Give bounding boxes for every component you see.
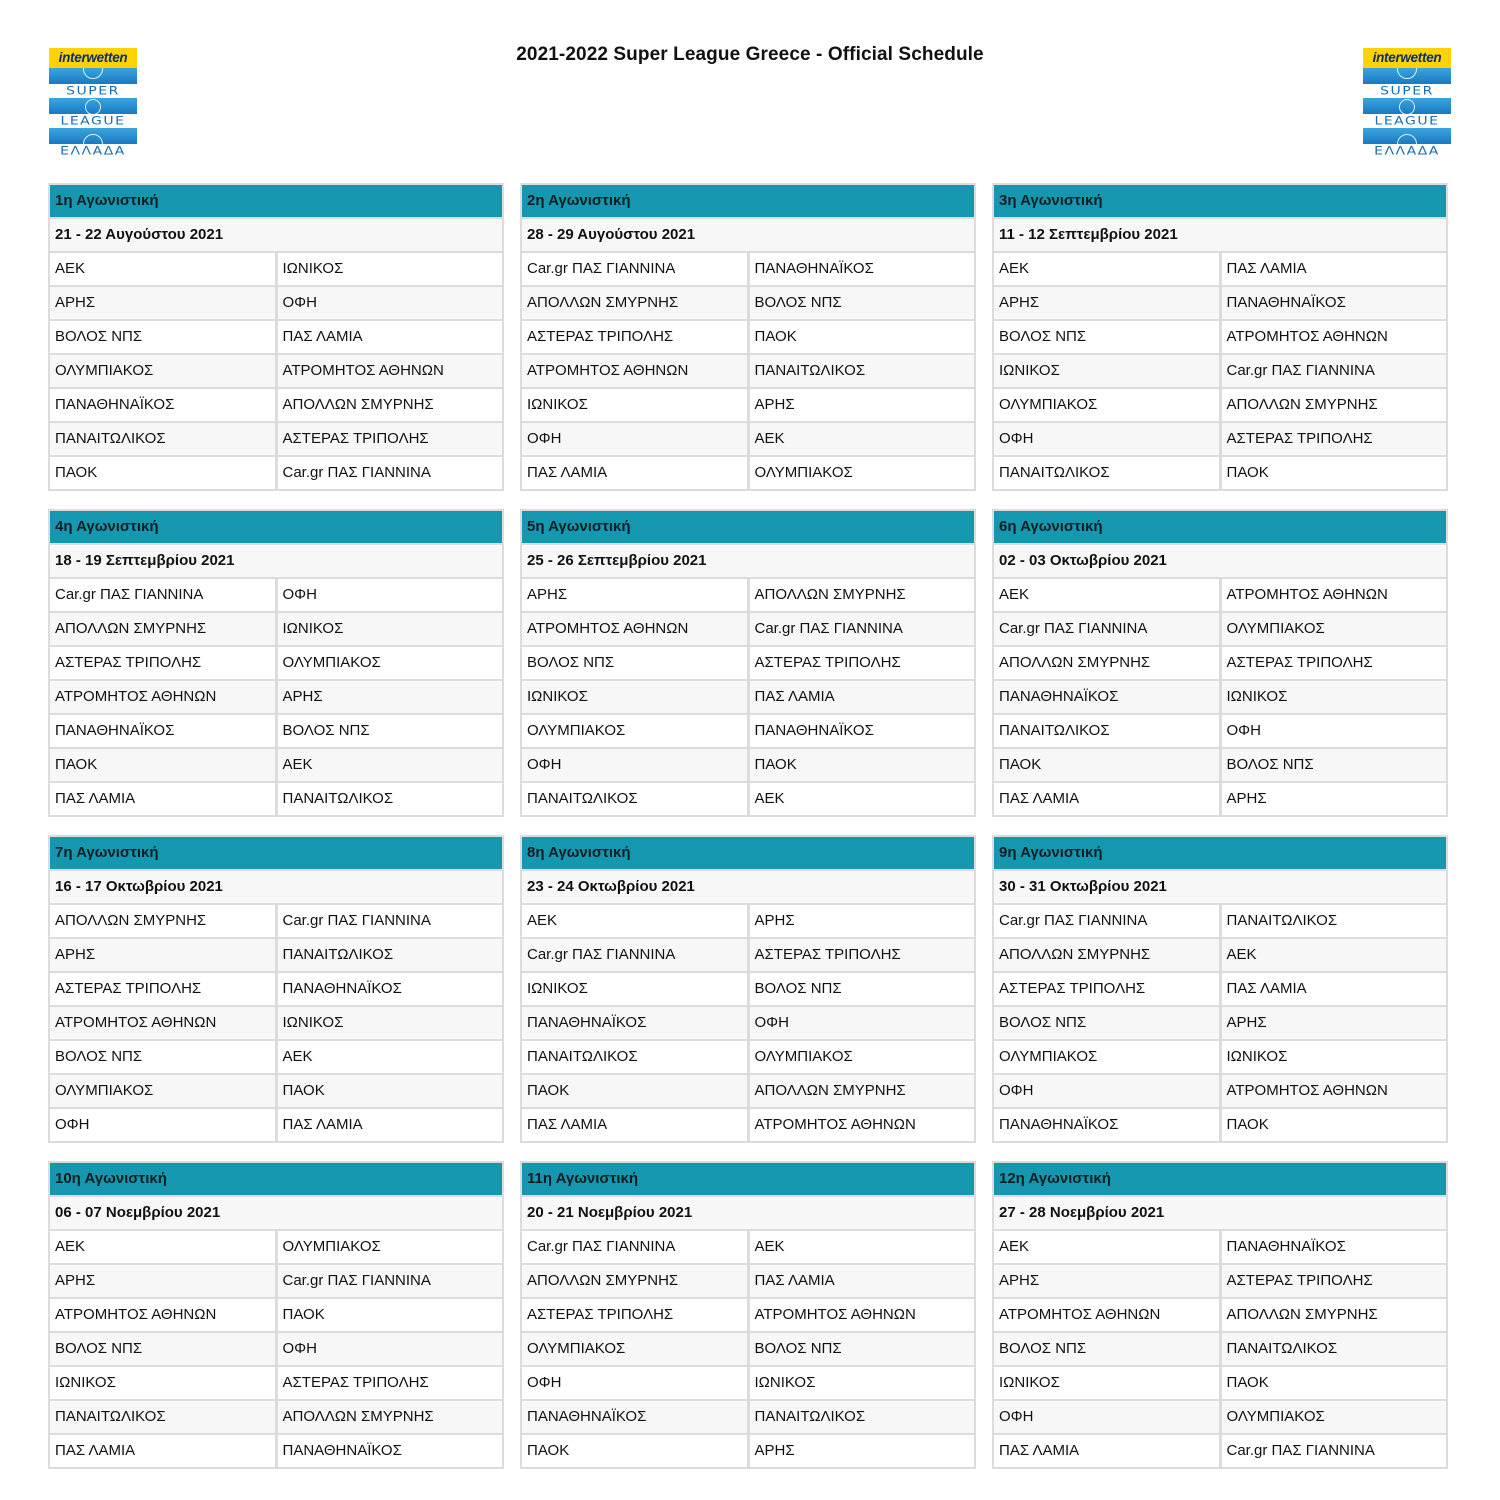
page-title: 2021-2022 Super League Greece - Official Schedule bbox=[516, 44, 984, 65]
home-team: ΑΤΡΟΜΗΤΟΣ ΑΘΗΝΩΝ bbox=[994, 1299, 1219, 1331]
away-team: ΑΡΗΣ bbox=[1222, 1007, 1447, 1039]
away-team: ΠΑΟΚ bbox=[750, 749, 975, 781]
home-team: ΑΕΚ bbox=[50, 253, 275, 285]
home-team: ΑΤΡΟΜΗΤΟΣ ΑΘΗΝΩΝ bbox=[522, 355, 747, 387]
home-team: ΒΟΛΟΣ ΝΠΣ bbox=[522, 647, 747, 679]
home-team: ΒΟΛΟΣ ΝΠΣ bbox=[994, 1333, 1219, 1365]
logo-word-super: SUPER bbox=[1380, 84, 1434, 98]
rounds-grid bbox=[48, 183, 1448, 1469]
home-team: Car.gr ΠΑΣ ΓΙΑΝΝΙΝΑ bbox=[522, 1231, 747, 1263]
away-team: ΟΛΥΜΠΙΑΚΟΣ bbox=[278, 1231, 503, 1263]
round-header: 5η Αγωνιστική bbox=[522, 511, 974, 543]
away-team: ΠΑΟΚ bbox=[1222, 457, 1447, 489]
away-team: ΙΩΝΙΚΟΣ bbox=[278, 1007, 503, 1039]
logo-band bbox=[1363, 98, 1451, 114]
away-team: ΠΑΟΚ bbox=[1222, 1367, 1447, 1399]
away-team: ΠΑΟΚ bbox=[278, 1075, 503, 1107]
pitch-arc-icon bbox=[83, 134, 103, 144]
logo-band bbox=[49, 128, 137, 144]
home-team: ΠΑΣ ΛΑΜΙΑ bbox=[522, 1109, 747, 1141]
away-team: ΠΑΣ ΛΑΜΙΑ bbox=[278, 1109, 503, 1141]
round-header: 9η Αγωνιστική bbox=[994, 837, 1446, 869]
away-team: ΑΤΡΟΜΗΤΟΣ ΑΘΗΝΩΝ bbox=[750, 1109, 975, 1141]
home-team: Car.gr ΠΑΣ ΓΙΑΝΝΙΝΑ bbox=[522, 939, 747, 971]
home-team: ΑΣΤΕΡΑΣ ΤΡΙΠΟΛΗΣ bbox=[522, 1299, 747, 1331]
home-team: ΟΛΥΜΠΙΑΚΟΣ bbox=[50, 355, 275, 387]
home-team: ΠΑΟΚ bbox=[522, 1435, 747, 1467]
away-team: ΒΟΛΟΣ ΝΠΣ bbox=[750, 287, 975, 319]
away-team: ΑΣΤΕΡΑΣ ΤΡΙΠΟΛΗΣ bbox=[750, 939, 975, 971]
home-team: ΑΡΗΣ bbox=[994, 1265, 1219, 1297]
round-header: 11η Αγωνιστική bbox=[522, 1163, 974, 1195]
away-team: ΟΛΥΜΠΙΑΚΟΣ bbox=[278, 647, 503, 679]
home-team: ΟΦΗ bbox=[522, 749, 747, 781]
away-team: ΠΑΣ ΛΑΜΙΑ bbox=[278, 321, 503, 353]
home-team: ΙΩΝΙΚΟΣ bbox=[994, 1367, 1219, 1399]
sponsor-wordmark: interwetten bbox=[49, 48, 137, 68]
away-team: ΑΤΡΟΜΗΤΟΣ ΑΘΗΝΩΝ bbox=[1222, 321, 1447, 353]
home-team: ΒΟΛΟΣ ΝΠΣ bbox=[994, 1007, 1219, 1039]
round-table bbox=[992, 183, 1448, 491]
pitch-arc-icon bbox=[83, 68, 103, 79]
super-league-logo-left bbox=[49, 48, 137, 174]
round-date: 27 - 28 Νοεμβρίου 2021 bbox=[994, 1197, 1446, 1229]
away-team: ΠΑΝΑΘΗΝΑΪΚΟΣ bbox=[750, 715, 975, 747]
away-team: ΑΠΟΛΛΩΝ ΣΜΥΡΝΗΣ bbox=[278, 1401, 503, 1433]
away-team: ΑΡΗΣ bbox=[750, 905, 975, 937]
away-team: ΠΑΝΑΘΗΝΑΪΚΟΣ bbox=[1222, 1231, 1447, 1263]
away-team: ΑΕΚ bbox=[750, 423, 975, 455]
away-team: ΠΑΝΑΙΤΩΛΙΚΟΣ bbox=[1222, 905, 1447, 937]
home-team: ΟΛΥΜΠΙΑΚΟΣ bbox=[994, 389, 1219, 421]
round-table bbox=[520, 183, 976, 491]
away-team: ΒΟΛΟΣ ΝΠΣ bbox=[750, 1333, 975, 1365]
round-header: 6η Αγωνιστική bbox=[994, 511, 1446, 543]
away-team: ΟΛΥΜΠΙΑΚΟΣ bbox=[1222, 613, 1447, 645]
home-team: ΑΠΟΛΛΩΝ ΣΜΥΡΝΗΣ bbox=[522, 287, 747, 319]
round-table bbox=[48, 835, 504, 1143]
away-team: Car.gr ΠΑΣ ΓΙΑΝΝΙΝΑ bbox=[1222, 355, 1447, 387]
away-team: ΠΑΟΚ bbox=[1222, 1109, 1447, 1141]
home-team: ΠΑΣ ΛΑΜΙΑ bbox=[994, 783, 1219, 815]
away-team: ΠΑΟΚ bbox=[278, 1299, 503, 1331]
away-team: ΑΣΤΕΡΑΣ ΤΡΙΠΟΛΗΣ bbox=[1222, 647, 1447, 679]
round-header: 12η Αγωνιστική bbox=[994, 1163, 1446, 1195]
home-team: ΑΠΟΛΛΩΝ ΣΜΥΡΝΗΣ bbox=[522, 1265, 747, 1297]
away-team: ΠΑΝΑΘΗΝΑΪΚΟΣ bbox=[278, 973, 503, 1005]
round-table bbox=[992, 835, 1448, 1143]
home-team: ΙΩΝΙΚΟΣ bbox=[994, 355, 1219, 387]
home-team: ΠΑΣ ΛΑΜΙΑ bbox=[50, 1435, 275, 1467]
away-team: Car.gr ΠΑΣ ΓΙΑΝΝΙΝΑ bbox=[278, 1265, 503, 1297]
home-team: ΟΛΥΜΠΙΑΚΟΣ bbox=[994, 1041, 1219, 1073]
away-team: ΟΦΗ bbox=[278, 287, 503, 319]
round-date: 20 - 21 Νοεμβρίου 2021 bbox=[522, 1197, 974, 1229]
home-team: ΑΠΟΛΛΩΝ ΣΜΥΡΝΗΣ bbox=[50, 613, 275, 645]
home-team: ΠΑΣ ΛΑΜΙΑ bbox=[50, 783, 275, 815]
away-team: ΠΑΝΑΘΗΝΑΪΚΟΣ bbox=[278, 1435, 503, 1467]
away-team: ΒΟΛΟΣ ΝΠΣ bbox=[750, 973, 975, 1005]
home-team: ΑΣΤΕΡΑΣ ΤΡΙΠΟΛΗΣ bbox=[994, 973, 1219, 1005]
home-team: ΟΦΗ bbox=[522, 1367, 747, 1399]
home-team: ΑΣΤΕΡΑΣ ΤΡΙΠΟΛΗΣ bbox=[50, 647, 275, 679]
away-team: ΑΡΗΣ bbox=[1222, 783, 1447, 815]
away-team: ΠΑΝΑΙΤΩΛΙΚΟΣ bbox=[750, 1401, 975, 1433]
home-team: ΑΕΚ bbox=[994, 1231, 1219, 1263]
home-team: ΟΛΥΜΠΙΑΚΟΣ bbox=[522, 1333, 747, 1365]
logo-word-ellada: ΕΛΛΑΔΑ bbox=[1374, 144, 1440, 158]
round-date: 02 - 03 Οκτωβρίου 2021 bbox=[994, 545, 1446, 577]
round-date: 06 - 07 Νοεμβρίου 2021 bbox=[50, 1197, 502, 1229]
away-team: ΑΣΤΕΡΑΣ ΤΡΙΠΟΛΗΣ bbox=[278, 423, 503, 455]
home-team: Car.gr ΠΑΣ ΓΙΑΝΝΙΝΑ bbox=[994, 613, 1219, 645]
home-team: ΠΑΝΑΙΤΩΛΙΚΟΣ bbox=[50, 423, 275, 455]
center-circle-icon bbox=[1399, 99, 1415, 114]
home-team: ΠΑΣ ΛΑΜΙΑ bbox=[522, 457, 747, 489]
home-team: ΠΑΝΑΙΤΩΛΙΚΟΣ bbox=[522, 783, 747, 815]
away-team: ΑΣΤΕΡΑΣ ΤΡΙΠΟΛΗΣ bbox=[1222, 1265, 1447, 1297]
home-team: ΑΕΚ bbox=[50, 1231, 275, 1263]
away-team: ΑΤΡΟΜΗΤΟΣ ΑΘΗΝΩΝ bbox=[1222, 579, 1447, 611]
home-team: ΟΦΗ bbox=[994, 1075, 1219, 1107]
away-team: ΙΩΝΙΚΟΣ bbox=[278, 253, 503, 285]
pitch-arc-icon bbox=[1397, 134, 1417, 144]
logo-band bbox=[49, 98, 137, 114]
away-team: ΑΠΟΛΛΩΝ ΣΜΥΡΝΗΣ bbox=[1222, 389, 1447, 421]
round-table bbox=[48, 509, 504, 817]
away-team: ΠΑΟΚ bbox=[750, 321, 975, 353]
home-team: ΟΛΥΜΠΙΑΚΟΣ bbox=[50, 1075, 275, 1107]
round-table bbox=[520, 835, 976, 1143]
home-team: ΒΟΛΟΣ ΝΠΣ bbox=[994, 321, 1219, 353]
home-team: ΠΑΟΚ bbox=[50, 749, 275, 781]
away-team: ΑΣΤΕΡΑΣ ΤΡΙΠΟΛΗΣ bbox=[1222, 423, 1447, 455]
home-team: ΟΦΗ bbox=[522, 423, 747, 455]
away-team: ΠΑΝΑΙΤΩΛΙΚΟΣ bbox=[278, 783, 503, 815]
home-team: ΠΑΟΚ bbox=[994, 749, 1219, 781]
away-team: ΠΑΣ ΛΑΜΙΑ bbox=[1222, 253, 1447, 285]
away-team: ΑΡΗΣ bbox=[750, 1435, 975, 1467]
away-team: ΑΕΚ bbox=[750, 1231, 975, 1263]
round-date: 11 - 12 Σεπτεμβρίου 2021 bbox=[994, 219, 1446, 251]
away-team: ΑΣΤΕΡΑΣ ΤΡΙΠΟΛΗΣ bbox=[278, 1367, 503, 1399]
home-team: ΠΑΝΑΘΗΝΑΪΚΟΣ bbox=[50, 389, 275, 421]
away-team: ΒΟΛΟΣ ΝΠΣ bbox=[278, 715, 503, 747]
home-team: ΑΠΟΛΛΩΝ ΣΜΥΡΝΗΣ bbox=[994, 939, 1219, 971]
home-team: ΙΩΝΙΚΟΣ bbox=[50, 1367, 275, 1399]
home-team: ΠΑΝΑΘΗΝΑΪΚΟΣ bbox=[50, 715, 275, 747]
away-team: ΙΩΝΙΚΟΣ bbox=[1222, 681, 1447, 713]
away-team: ΟΦΗ bbox=[750, 1007, 975, 1039]
round-date: 23 - 24 Οκτωβρίου 2021 bbox=[522, 871, 974, 903]
home-team: ΙΩΝΙΚΟΣ bbox=[522, 681, 747, 713]
away-team: Car.gr ΠΑΣ ΓΙΑΝΝΙΝΑ bbox=[278, 457, 503, 489]
logo-word-ellada: ΕΛΛΑΔΑ bbox=[60, 144, 126, 158]
away-team: ΑΕΚ bbox=[278, 1041, 503, 1073]
home-team: ΑΣΤΕΡΑΣ ΤΡΙΠΟΛΗΣ bbox=[50, 973, 275, 1005]
away-team: ΟΛΥΜΠΙΑΚΟΣ bbox=[750, 457, 975, 489]
round-date: 25 - 26 Σεπτεμβρίου 2021 bbox=[522, 545, 974, 577]
round-header: 2η Αγωνιστική bbox=[522, 185, 974, 217]
home-team: ΟΛΥΜΠΙΑΚΟΣ bbox=[522, 715, 747, 747]
away-team: ΑΠΟΛΛΩΝ ΣΜΥΡΝΗΣ bbox=[278, 389, 503, 421]
home-team: ΑΠΟΛΛΩΝ ΣΜΥΡΝΗΣ bbox=[994, 647, 1219, 679]
round-date: 28 - 29 Αυγούστου 2021 bbox=[522, 219, 974, 251]
home-team: ΑΡΗΣ bbox=[50, 939, 275, 971]
logo-word-league: LEAGUE bbox=[60, 114, 126, 128]
away-team: ΑΕΚ bbox=[750, 783, 975, 815]
home-team: ΑΡΗΣ bbox=[522, 579, 747, 611]
home-team: ΠΑΝΑΙΤΩΛΙΚΟΣ bbox=[522, 1041, 747, 1073]
home-team: ΠΑΝΑΘΗΝΑΪΚΟΣ bbox=[994, 1109, 1219, 1141]
home-team: ΑΠΟΛΛΩΝ ΣΜΥΡΝΗΣ bbox=[50, 905, 275, 937]
round-table bbox=[48, 1161, 504, 1469]
away-team: Car.gr ΠΑΣ ΓΙΑΝΝΙΝΑ bbox=[750, 613, 975, 645]
home-team: Car.gr ΠΑΣ ΓΙΑΝΝΙΝΑ bbox=[522, 253, 747, 285]
home-team: ΟΦΗ bbox=[994, 423, 1219, 455]
away-team: ΙΩΝΙΚΟΣ bbox=[750, 1367, 975, 1399]
round-header: 8η Αγωνιστική bbox=[522, 837, 974, 869]
away-team: ΠΑΣ ΛΑΜΙΑ bbox=[750, 681, 975, 713]
away-team: ΠΑΝΑΙΤΩΛΙΚΟΣ bbox=[1222, 1333, 1447, 1365]
away-team: ΑΣΤΕΡΑΣ ΤΡΙΠΟΛΗΣ bbox=[750, 647, 975, 679]
home-team: ΠΑΝΑΘΗΝΑΪΚΟΣ bbox=[522, 1007, 747, 1039]
round-table bbox=[992, 509, 1448, 817]
away-team: ΑΠΟΛΛΩΝ ΣΜΥΡΝΗΣ bbox=[750, 1075, 975, 1107]
round-header: 10η Αγωνιστική bbox=[50, 1163, 502, 1195]
round-table bbox=[992, 1161, 1448, 1469]
home-team: ΑΡΗΣ bbox=[994, 287, 1219, 319]
round-header: 7η Αγωνιστική bbox=[50, 837, 502, 869]
home-team: ΑΤΡΟΜΗΤΟΣ ΑΘΗΝΩΝ bbox=[50, 1299, 275, 1331]
away-team: ΑΠΟΛΛΩΝ ΣΜΥΡΝΗΣ bbox=[750, 579, 975, 611]
away-team: ΟΛΥΜΠΙΑΚΟΣ bbox=[750, 1041, 975, 1073]
away-team: Car.gr ΠΑΣ ΓΙΑΝΝΙΝΑ bbox=[278, 905, 503, 937]
away-team: Car.gr ΠΑΣ ΓΙΑΝΝΙΝΑ bbox=[1222, 1435, 1447, 1467]
away-team: ΟΦΗ bbox=[278, 579, 503, 611]
home-team: ΑΕΚ bbox=[994, 253, 1219, 285]
logo-word-super: SUPER bbox=[66, 84, 120, 98]
away-team: ΑΕΚ bbox=[1222, 939, 1447, 971]
round-date: 18 - 19 Σεπτεμβρίου 2021 bbox=[50, 545, 502, 577]
round-header: 4η Αγωνιστική bbox=[50, 511, 502, 543]
home-team: ΑΡΗΣ bbox=[50, 287, 275, 319]
home-team: ΒΟΛΟΣ ΝΠΣ bbox=[50, 1333, 275, 1365]
home-team: ΟΦΗ bbox=[50, 1109, 275, 1141]
round-date: 16 - 17 Οκτωβρίου 2021 bbox=[50, 871, 502, 903]
away-team: ΑΕΚ bbox=[278, 749, 503, 781]
away-team: ΑΤΡΟΜΗΤΟΣ ΑΘΗΝΩΝ bbox=[278, 355, 503, 387]
away-team: ΑΤΡΟΜΗΤΟΣ ΑΘΗΝΩΝ bbox=[750, 1299, 975, 1331]
away-team: ΒΟΛΟΣ ΝΠΣ bbox=[1222, 749, 1447, 781]
home-team: ΑΕΚ bbox=[522, 905, 747, 937]
away-team: ΟΦΗ bbox=[1222, 715, 1447, 747]
home-team: ΠΑΟΚ bbox=[50, 457, 275, 489]
away-team: ΠΑΣ ΛΑΜΙΑ bbox=[750, 1265, 975, 1297]
round-table bbox=[520, 1161, 976, 1469]
logo-word-league: LEAGUE bbox=[1374, 114, 1440, 128]
home-team: ΠΑΝΑΘΗΝΑΪΚΟΣ bbox=[522, 1401, 747, 1433]
home-team: ΠΑΣ ΛΑΜΙΑ bbox=[994, 1435, 1219, 1467]
pitch-arc-icon bbox=[1397, 68, 1417, 79]
home-team: ΑΤΡΟΜΗΤΟΣ ΑΘΗΝΩΝ bbox=[522, 613, 747, 645]
center-circle-icon bbox=[85, 99, 101, 114]
away-team: ΑΠΟΛΛΩΝ ΣΜΥΡΝΗΣ bbox=[1222, 1299, 1447, 1331]
away-team: ΙΩΝΙΚΟΣ bbox=[278, 613, 503, 645]
logo-band bbox=[1363, 128, 1451, 144]
round-table bbox=[520, 509, 976, 817]
away-team: ΑΤΡΟΜΗΤΟΣ ΑΘΗΝΩΝ bbox=[1222, 1075, 1447, 1107]
round-date: 21 - 22 Αυγούστου 2021 bbox=[50, 219, 502, 251]
home-team: ΠΑΝΑΙΤΩΛΙΚΟΣ bbox=[994, 715, 1219, 747]
home-team: ΠΑΝΑΙΤΩΛΙΚΟΣ bbox=[994, 457, 1219, 489]
round-header: 3η Αγωνιστική bbox=[994, 185, 1446, 217]
home-team: ΒΟΛΟΣ ΝΠΣ bbox=[50, 321, 275, 353]
home-team: ΠΑΝΑΙΤΩΛΙΚΟΣ bbox=[50, 1401, 275, 1433]
away-team: ΠΑΣ ΛΑΜΙΑ bbox=[1222, 973, 1447, 1005]
round-header: 1η Αγωνιστική bbox=[50, 185, 502, 217]
away-team: ΠΑΝΑΘΗΝΑΪΚΟΣ bbox=[750, 253, 975, 285]
super-league-logo-right bbox=[1363, 48, 1451, 174]
home-team: ΠΑΟΚ bbox=[522, 1075, 747, 1107]
home-team: ΒΟΛΟΣ ΝΠΣ bbox=[50, 1041, 275, 1073]
home-team: ΑΤΡΟΜΗΤΟΣ ΑΘΗΝΩΝ bbox=[50, 681, 275, 713]
away-team: ΠΑΝΑΙΤΩΛΙΚΟΣ bbox=[750, 355, 975, 387]
away-team: ΟΦΗ bbox=[278, 1333, 503, 1365]
home-team: ΑΣΤΕΡΑΣ ΤΡΙΠΟΛΗΣ bbox=[522, 321, 747, 353]
logo-band bbox=[49, 68, 137, 84]
away-team: ΑΡΗΣ bbox=[278, 681, 503, 713]
home-team: Car.gr ΠΑΣ ΓΙΑΝΝΙΝΑ bbox=[994, 905, 1219, 937]
sponsor-wordmark: interwetten bbox=[1363, 48, 1451, 68]
home-team: ΙΩΝΙΚΟΣ bbox=[522, 389, 747, 421]
home-team: ΟΦΗ bbox=[994, 1401, 1219, 1433]
round-table bbox=[48, 183, 504, 491]
home-team: ΑΤΡΟΜΗΤΟΣ ΑΘΗΝΩΝ bbox=[50, 1007, 275, 1039]
away-team: ΠΑΝΑΙΤΩΛΙΚΟΣ bbox=[278, 939, 503, 971]
home-team: Car.gr ΠΑΣ ΓΙΑΝΝΙΝΑ bbox=[50, 579, 275, 611]
away-team: ΟΛΥΜΠΙΑΚΟΣ bbox=[1222, 1401, 1447, 1433]
home-team: ΠΑΝΑΘΗΝΑΪΚΟΣ bbox=[994, 681, 1219, 713]
round-date: 30 - 31 Οκτωβρίου 2021 bbox=[994, 871, 1446, 903]
away-team: ΑΡΗΣ bbox=[750, 389, 975, 421]
home-team: ΑΕΚ bbox=[994, 579, 1219, 611]
logo-band bbox=[1363, 68, 1451, 84]
away-team: ΙΩΝΙΚΟΣ bbox=[1222, 1041, 1447, 1073]
away-team: ΠΑΝΑΘΗΝΑΪΚΟΣ bbox=[1222, 287, 1447, 319]
home-team: ΑΡΗΣ bbox=[50, 1265, 275, 1297]
home-team: ΙΩΝΙΚΟΣ bbox=[522, 973, 747, 1005]
